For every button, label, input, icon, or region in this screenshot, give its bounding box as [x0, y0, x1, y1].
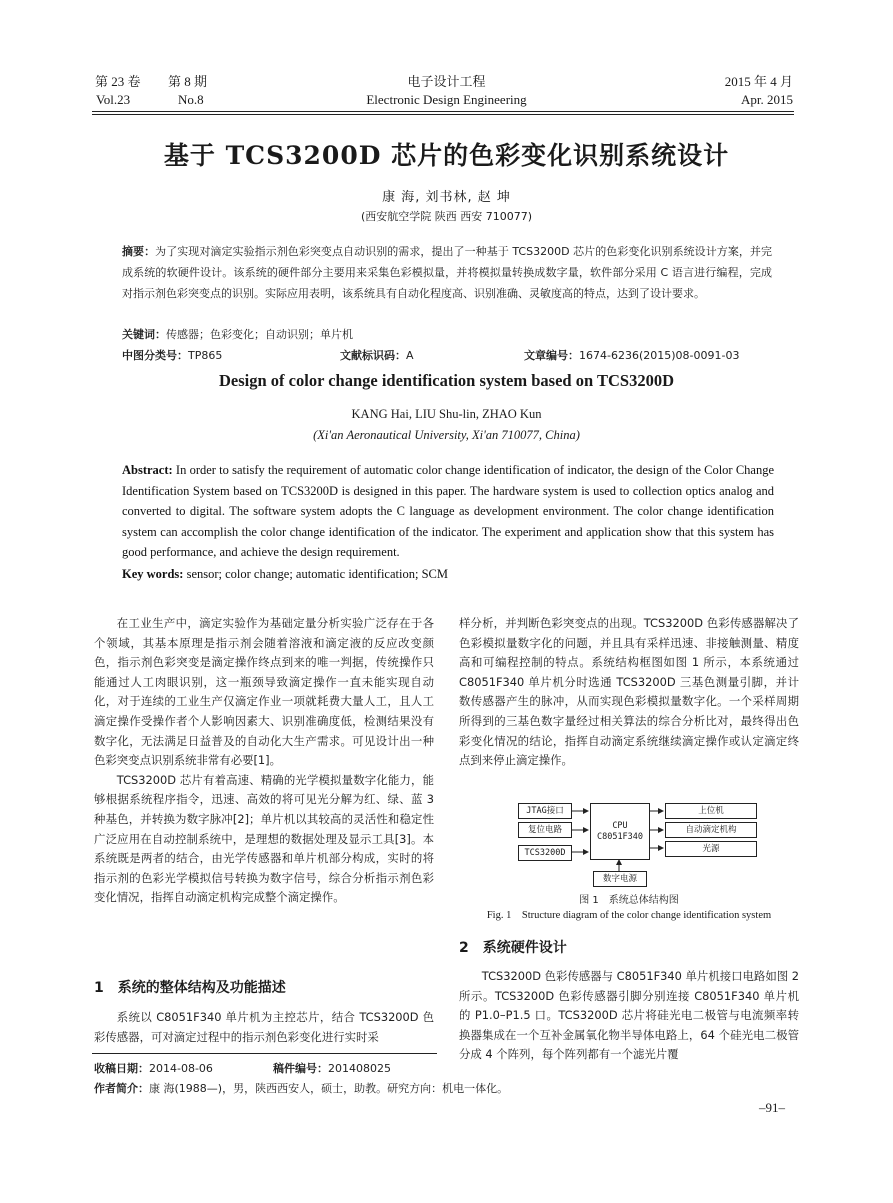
clc-number: [122, 345, 222, 366]
author-bio: [94, 1078, 508, 1099]
affiliation-en: (Xi'an Aeronautical University, Xi'an 710077, China): [313, 428, 580, 442]
document-code-value: A: [406, 349, 414, 362]
journal-name-en: Electronic Design Engineering: [366, 92, 527, 107]
abstract-cn-label: 摘要：: [122, 245, 156, 258]
header-rule-2: [92, 114, 794, 115]
keywords-cn-text: 传感器；色彩变化；自动识别；单片机: [166, 328, 353, 341]
light-source-block: 光源: [665, 841, 757, 857]
article-number: [524, 345, 739, 366]
abstract-cn: [122, 241, 772, 304]
manuscript-number-label: 稿件编号：: [273, 1062, 328, 1075]
authors-cn: 康 海, 刘书林, 赵 坤: [382, 190, 511, 205]
issue-cn: 第 8 期: [168, 74, 208, 89]
abstract-en: [122, 460, 774, 563]
left-column: [94, 614, 434, 908]
titrator-block: 自动滴定机构: [665, 822, 757, 838]
manuscript-number-value: 201408025: [328, 1062, 391, 1075]
section-2-heading: 2 系统硬件设计: [459, 940, 567, 956]
document-code-label: 文献标识码：: [340, 349, 406, 362]
affiliation-cn: (西安航空学院 陕西 西安 710077): [360, 210, 533, 223]
author-bio-label: 作者简介：: [94, 1082, 149, 1095]
sensor-block: TCS3200D: [518, 845, 572, 861]
clc-label: 中图分类号：: [122, 349, 188, 362]
reset-block: 复位电路: [518, 822, 572, 838]
paragraph: TCS3200D 芯片有着高速、精确的光学模拟量数字化能力，能够根据系统程序指令，迅速、高效的将可见光分解为红、绿、蓝 3 种基色，并转换为数字脉冲[2]；单片机以其较高的灵活性和稳定性广泛应用在自动控制系统中，是理想的数据处理及显示工具[3]。本系统既是两者的结合，由光学传感器和单片机部分构成，实时的将指示剂的色彩光学模拟信号转换为数字信号，综合分析指示剂色彩变化情况，指挥自动滴定机构完成整个滴定操作。: [94, 772, 434, 905]
authors-en: KANG Hai, LIU Shu-lin, ZHAO Kun: [351, 407, 542, 421]
journal-name-cn: 电子设计工程: [407, 74, 486, 89]
section-1-heading: 1 系统的整体结构及功能描述: [94, 980, 286, 996]
keywords-en-label: Key words:: [122, 567, 184, 581]
figure-1-caption-cn: 图 1 系统总体结构图: [579, 895, 679, 906]
figure-1-caption-en: Fig. 1 Structure diagram of the color change identification system: [486, 910, 772, 921]
keywords-en-text: sensor; color change; automatic identification; SCM: [186, 567, 448, 581]
left-column-cont: [94, 1008, 434, 1047]
keywords-cn: [122, 324, 772, 345]
issue-en: No.8: [178, 92, 204, 107]
document-code: [340, 345, 414, 366]
power-block: 数字电源: [593, 871, 647, 887]
right-column: [459, 614, 799, 771]
volume-en: Vol.23: [96, 92, 131, 107]
right-column-cont: [459, 967, 799, 1065]
paragraph: 在工业生产中，滴定实验作为基础定量分析实验广泛存在于各个领域，其基本原理是指示剂会随着溶液和滴定液的反应改变颜色，指示剂色彩突变是滴定操作终点到来的唯一判据，传统操作只能通过人工肉眼识别，这一瓶颈导致滴定操作一直未能实现自动化，对于连续的工业生产仅滴定作业一项就耗费大量人工，且人工滴定操作受操作者个人影响因素大、识别准确度低，检测结果没有数字化，无法满足日益普及的自动化大生产需求。可见设计出一种色彩突变点识别系统非常有必要[1]。: [94, 616, 434, 768]
cpu-label: CPU: [612, 821, 628, 831]
header-rule: [92, 111, 794, 112]
received-date-label: 收稿日期：: [94, 1062, 149, 1075]
received-date-value: 2014-08-06: [149, 1062, 213, 1075]
date-cn: 2015 年 4 月: [724, 74, 793, 89]
figure-1-diagram: [516, 802, 766, 886]
abstract-en-label: Abstract:: [122, 463, 173, 477]
date-en: Apr. 2015: [741, 92, 793, 107]
title-cn: 基于 TCS3200D 芯片的色彩变化识别系统设计: [163, 141, 730, 170]
keywords-cn-label: 关键词：: [122, 328, 166, 341]
jtag-block: JTAG接口: [518, 803, 572, 819]
host-block: 上位机: [665, 803, 757, 819]
page-number: –91–: [759, 1100, 785, 1115]
abstract-cn-text: 为了实现对滴定实验指示剂色彩突变点自动识别的需求，提出了一种基于 TCS3200D 芯片的色彩变化识别系统设计方案，并完成系统的软硬件设计。该系统的硬件部分主要用来采集色彩模拟量，并将模拟量转换成数字量，软件部分采用 C 语言进行编程，完成对指示剂色彩突变点的识别。实际应用表明，该系统具有自动化程度高、识别准确、灵敏度高的特点，达到了设计要求。: [122, 245, 772, 300]
author-bio-value: 康 海(1988—)，男，陕西西安人，硕士，助教。研究方向：机电一体化。: [149, 1082, 509, 1095]
paragraph: TCS3200D 色彩传感器与 C8051F340 单片机接口电路如图 2 所示。TCS3200D 色彩传感器引脚分别连接 C8051F340 单片机的 P1.0–P1.5 口。TCS3200D 芯片将硅光电二极管与电流频率转换器集成在一个互补金属氧化物半导体电路上，64 个硅光电二极管分成 4 个阵列，每个阵列都有一个滤光片覆: [459, 969, 799, 1062]
article-number-label: 文章编号：: [524, 349, 579, 362]
cpu-model: C8051F340: [596, 832, 644, 842]
footnote-rule: [92, 1053, 437, 1054]
paragraph: 样分析，并判断色彩突变点的出现。TCS3200D 色彩传感器解决了色彩模拟量数字化的问题，并且具有采样迅速、非接触测量、精度高和可编程控制的特点。系统结构框图如图 1 所示，本系统通过 C8051F340 单片机分时选通 TCS3200D 三基色测量引脚，并计数传感器产生的脉冲，从而实现色彩模拟量数字化。一个采样周期所得到的三基色数字量经过相关算法的综合分析比对，最终得出色彩变化情况的结论，指挥自动滴定系统继续滴定操作或认定滴定终点到来停止滴定操作。: [459, 616, 799, 768]
cpu-block: [590, 803, 650, 860]
clc-value: TP865: [188, 349, 223, 362]
manuscript-number: [273, 1058, 391, 1079]
title-en: Design of color change identification system based on TCS3200D: [219, 371, 674, 390]
volume-cn: 第 23 卷: [95, 74, 141, 89]
paragraph: 系统以 C8051F340 单片机为主控芯片，结合 TCS3200D 色彩传感器，可对滴定过程中的指示剂色彩变化进行实时采: [94, 1010, 434, 1044]
keywords-en: [122, 564, 774, 585]
received-date: [94, 1058, 213, 1079]
abstract-en-text: In order to satisfy the requirement of automatic color change identification of indicator, the design of the Color Change Identification System based on TCS3200D is designed in this paper. The hardware system is used to collection optics analog and converted to digital. The software system adopts the C language as development environment. The color change identification system can accomplish the color change identification of the indicator. The experiment and application show that this system has good performance, and achieve the design requirement.: [122, 463, 775, 559]
article-number-value: 1674-6236(2015)08-0091-03: [579, 349, 740, 362]
